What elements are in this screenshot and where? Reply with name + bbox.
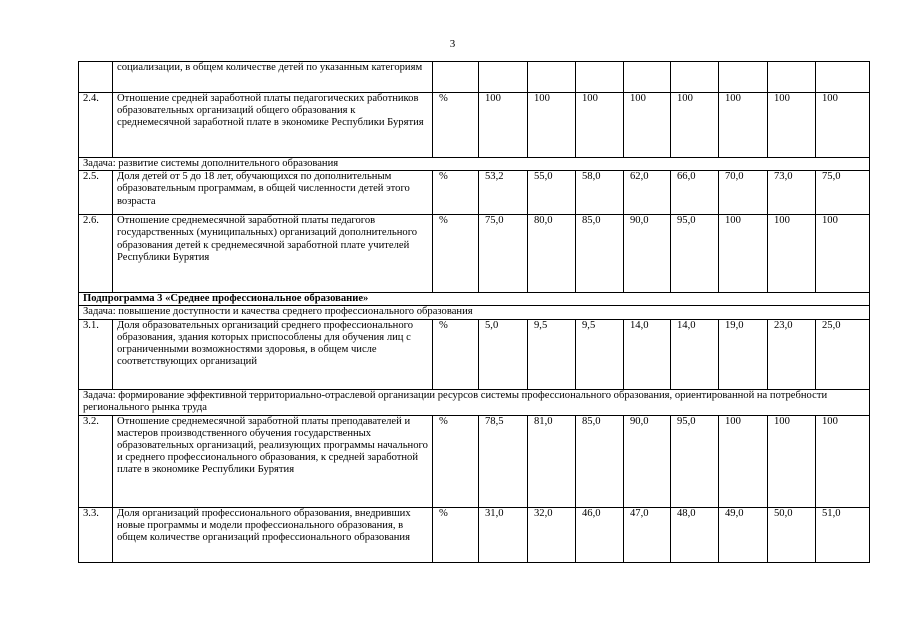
indicator-value: 5,0 <box>479 319 528 389</box>
indicator-number <box>79 62 113 93</box>
indicator-value: 80,0 <box>528 215 576 293</box>
indicator-name: Отношение среднемесячной заработной платы преподавателей и мастеров производственного обучения государственных образовательных организаций, реализующих программы начального и среднего профессионального образования, к средней заработной плате в экономике Республики Бурятия <box>113 415 433 507</box>
indicator-number: 2.6. <box>79 215 113 293</box>
indicator-value: 55,0 <box>528 171 576 215</box>
indicator-value: 85,0 <box>576 215 624 293</box>
indicator-value: 66,0 <box>671 171 719 215</box>
indicator-number: 2.4. <box>79 93 113 158</box>
section-row <box>79 306 870 319</box>
indicator-value: 100 <box>816 93 870 158</box>
section-row <box>79 293 870 306</box>
indicator-unit <box>433 62 479 93</box>
indicator-value: 32,0 <box>528 507 576 562</box>
subprogram-heading: Подпрограмма 3 «Среднее профессиональное образование» <box>79 293 870 306</box>
indicator-value: 95,0 <box>671 215 719 293</box>
indicator-value: 58,0 <box>576 171 624 215</box>
indicator-value: 100 <box>719 215 768 293</box>
indicator-value: 100 <box>479 93 528 158</box>
indicator-unit: % <box>433 215 479 293</box>
indicator-value: 100 <box>768 215 816 293</box>
indicator-value: 14,0 <box>671 319 719 389</box>
task-heading: Задача: повышение доступности и качества среднего профессионального образования <box>79 306 870 319</box>
indicator-value <box>816 62 870 93</box>
indicator-value: 95,0 <box>671 415 719 507</box>
indicator-value: 62,0 <box>624 171 671 215</box>
indicator-value: 100 <box>768 93 816 158</box>
indicator-unit: % <box>433 171 479 215</box>
indicator-value: 100 <box>624 93 671 158</box>
indicator-number: 2.5. <box>79 171 113 215</box>
table-row <box>79 171 870 215</box>
indicator-value: 100 <box>528 93 576 158</box>
indicator-value: 100 <box>671 93 719 158</box>
indicator-value <box>719 62 768 93</box>
task-heading: Задача: формирование эффективной территориально-отраслевой организации ресурсов системы профессионального образования, ориентированной на потребности регионального рынка труда <box>79 389 870 415</box>
indicator-value: 100 <box>816 415 870 507</box>
indicator-value: 100 <box>719 415 768 507</box>
indicator-value <box>768 62 816 93</box>
indicator-name: социализации, в общем количестве детей по указанным категориям <box>113 62 433 93</box>
indicator-number: 3.3. <box>79 507 113 562</box>
indicator-value: 100 <box>719 93 768 158</box>
task-heading: Задача: развитие системы дополнительного образования <box>79 158 870 171</box>
indicator-value: 51,0 <box>816 507 870 562</box>
indicator-unit: % <box>433 507 479 562</box>
indicator-value: 19,0 <box>719 319 768 389</box>
indicator-name: Доля организаций профессионального образования, внедривших новые программы и модели профессионального образования, в общем количестве организаций профессионального образования <box>113 507 433 562</box>
indicator-value: 100 <box>816 215 870 293</box>
table-row <box>79 93 870 158</box>
indicator-value <box>624 62 671 93</box>
indicator-value: 90,0 <box>624 415 671 507</box>
indicator-value: 50,0 <box>768 507 816 562</box>
indicator-value: 31,0 <box>479 507 528 562</box>
section-row <box>79 158 870 171</box>
indicator-value <box>576 62 624 93</box>
table-row <box>79 415 870 507</box>
indicator-value <box>671 62 719 93</box>
table-row <box>79 507 870 562</box>
page-number: 3 <box>449 38 456 50</box>
indicator-value: 49,0 <box>719 507 768 562</box>
indicator-value: 78,5 <box>479 415 528 507</box>
indicator-name: Отношение среднемесячной заработной платы педагогов государственных (муниципальных) организаций дополнительного образования детей к среднемесячной заработной плате учителей Республики Бурятия <box>113 215 433 293</box>
table-row <box>79 215 870 293</box>
indicator-value: 75,0 <box>816 171 870 215</box>
indicators-table <box>78 61 870 563</box>
indicator-value <box>479 62 528 93</box>
table-row <box>79 319 870 389</box>
indicator-value: 53,2 <box>479 171 528 215</box>
indicator-value: 48,0 <box>671 507 719 562</box>
section-row <box>79 389 870 415</box>
indicator-value: 81,0 <box>528 415 576 507</box>
indicator-value: 25,0 <box>816 319 870 389</box>
indicator-value: 46,0 <box>576 507 624 562</box>
indicator-value: 100 <box>768 415 816 507</box>
indicator-name: Отношение средней заработной платы педагогических работников образовательных организаций общего образования к среднемесячной заработной плате в экономике Республики Бурятия <box>113 93 433 158</box>
indicator-value: 14,0 <box>624 319 671 389</box>
indicator-value: 100 <box>576 93 624 158</box>
indicator-value: 47,0 <box>624 507 671 562</box>
indicator-value <box>528 62 576 93</box>
indicator-number: 3.2. <box>79 415 113 507</box>
indicator-unit: % <box>433 415 479 507</box>
indicator-value: 9,5 <box>576 319 624 389</box>
indicator-value: 90,0 <box>624 215 671 293</box>
indicator-value: 85,0 <box>576 415 624 507</box>
indicator-value: 9,5 <box>528 319 576 389</box>
table-body <box>79 62 870 563</box>
indicator-name: Доля образовательных организаций среднего профессионального образования, здания которых приспособлены для обучения лиц с ограниченными возможностями здоровья, в общем числе соответствующих организаций <box>113 319 433 389</box>
indicator-number: 3.1. <box>79 319 113 389</box>
indicator-value: 70,0 <box>719 171 768 215</box>
indicator-value: 75,0 <box>479 215 528 293</box>
table-row <box>79 62 870 93</box>
indicator-value: 23,0 <box>768 319 816 389</box>
indicator-name: Доля детей от 5 до 18 лет, обучающихся по дополнительным образовательным программам, в общей численности детей этого возраста <box>113 171 433 215</box>
indicator-unit: % <box>433 93 479 158</box>
indicator-value: 73,0 <box>768 171 816 215</box>
indicator-unit: % <box>433 319 479 389</box>
